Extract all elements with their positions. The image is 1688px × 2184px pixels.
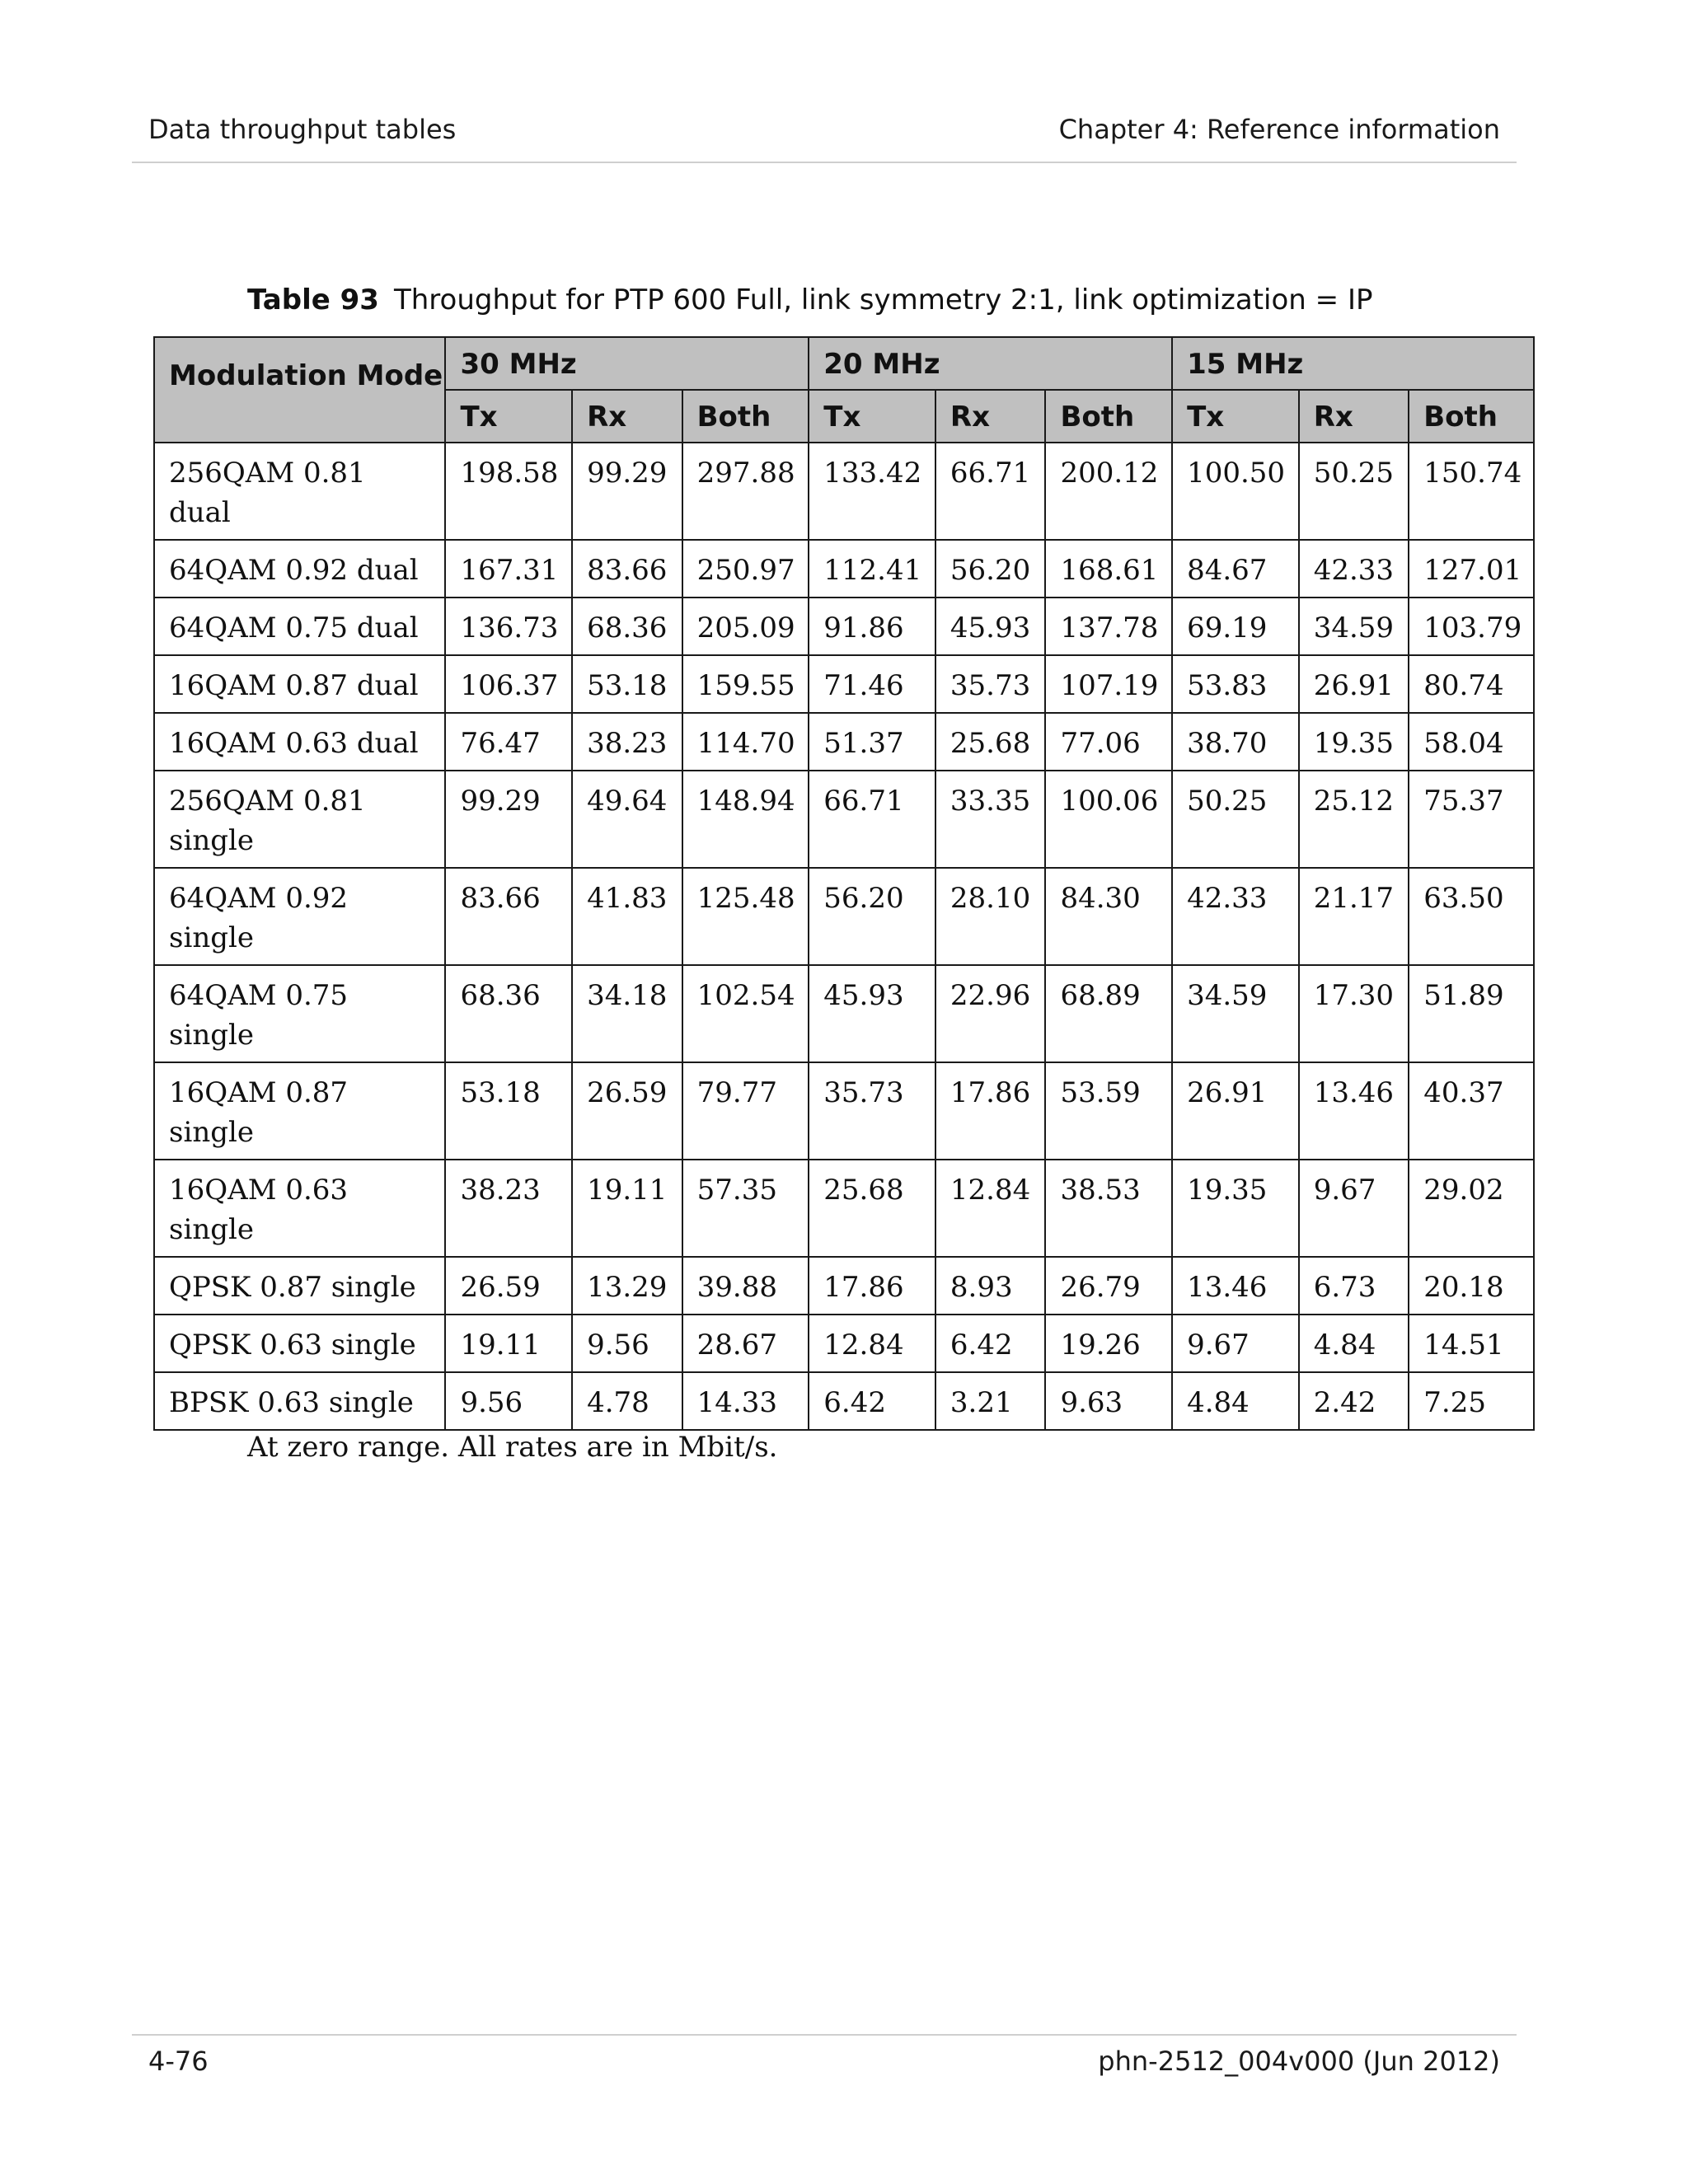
throughput-cell: 34.59	[1172, 965, 1299, 1062]
modulation-mode-cell: 64QAM 0.92 single	[154, 868, 445, 965]
throughput-cell: 34.18	[572, 965, 682, 1062]
header-chapter-title: Chapter 4: Reference information	[1058, 114, 1500, 145]
throughput-cell: 35.73	[935, 655, 1046, 713]
throughput-cell: 25.12	[1299, 771, 1409, 868]
table-row	[154, 1372, 1534, 1430]
modulation-mode-cell: QPSK 0.87 single	[154, 1257, 445, 1315]
throughput-cell: 13.29	[572, 1257, 682, 1315]
throughput-cell: 91.86	[809, 598, 935, 655]
throughput-cell: 69.19	[1172, 598, 1299, 655]
throughput-cell: 6.73	[1299, 1257, 1409, 1315]
throughput-cell: 8.93	[935, 1257, 1046, 1315]
table-note: At zero range. All rates are in Mbit/s.	[247, 1431, 778, 1464]
throughput-cell: 9.56	[445, 1372, 572, 1430]
throughput-cell: 40.37	[1409, 1062, 1534, 1160]
throughput-cell: 53.59	[1045, 1062, 1172, 1160]
throughput-cell: 4.84	[1299, 1315, 1409, 1372]
table-caption-text: Throughput for PTP 600 Full, link symmetry 2:1, link optimization = IP	[393, 284, 1373, 316]
throughput-cell: 53.18	[445, 1062, 572, 1160]
throughput-cell: 42.33	[1299, 540, 1409, 598]
throughput-cell: 19.35	[1299, 713, 1409, 771]
throughput-cell: 7.25	[1409, 1372, 1534, 1430]
throughput-cell: 49.64	[572, 771, 682, 868]
throughput-cell: 38.23	[572, 713, 682, 771]
throughput-cell: 9.67	[1299, 1160, 1409, 1257]
throughput-cell: 198.58	[445, 443, 572, 540]
modulation-mode-cell: 256QAM 0.81 dual	[154, 443, 445, 540]
page-number: 4-76	[148, 2046, 209, 2077]
document-id: phn-2512_004v000 (Jun 2012)	[1098, 2046, 1500, 2077]
throughput-cell: 137.78	[1045, 598, 1172, 655]
throughput-cell: 136.73	[445, 598, 572, 655]
throughput-cell: 3.21	[935, 1372, 1046, 1430]
table-row	[154, 1062, 1534, 1160]
column-group-header: 20 MHz	[809, 337, 1172, 390]
throughput-cell: 26.91	[1299, 655, 1409, 713]
throughput-cell: 77.06	[1045, 713, 1172, 771]
table-row	[154, 771, 1534, 868]
throughput-cell: 38.70	[1172, 713, 1299, 771]
throughput-cell: 150.74	[1409, 443, 1534, 540]
table-row	[154, 1315, 1534, 1372]
throughput-cell: 102.54	[682, 965, 809, 1062]
column-header: Rx	[1299, 390, 1409, 443]
throughput-cell: 75.37	[1409, 771, 1534, 868]
throughput-cell: 56.20	[935, 540, 1046, 598]
column-header: Rx	[572, 390, 682, 443]
throughput-cell: 168.61	[1045, 540, 1172, 598]
throughput-cell: 19.26	[1045, 1315, 1172, 1372]
throughput-cell: 26.59	[445, 1257, 572, 1315]
throughput-cell: 6.42	[935, 1315, 1046, 1372]
column-header: Tx	[809, 390, 935, 443]
throughput-cell: 26.59	[572, 1062, 682, 1160]
throughput-cell: 57.35	[682, 1160, 809, 1257]
throughput-cell: 12.84	[809, 1315, 935, 1372]
throughput-cell: 107.19	[1045, 655, 1172, 713]
throughput-cell: 80.74	[1409, 655, 1534, 713]
throughput-cell: 35.73	[809, 1062, 935, 1160]
throughput-cell: 45.93	[935, 598, 1046, 655]
throughput-cell: 114.70	[682, 713, 809, 771]
throughput-cell: 14.33	[682, 1372, 809, 1430]
column-header: Tx	[445, 390, 572, 443]
table-row	[154, 1160, 1534, 1257]
throughput-cell: 17.30	[1299, 965, 1409, 1062]
throughput-cell: 100.06	[1045, 771, 1172, 868]
throughput-cell: 25.68	[935, 713, 1046, 771]
throughput-cell: 100.50	[1172, 443, 1299, 540]
throughput-cell: 68.89	[1045, 965, 1172, 1062]
throughput-cell: 68.36	[445, 965, 572, 1062]
column-header: Both	[682, 390, 809, 443]
modulation-mode-cell: 256QAM 0.81 single	[154, 771, 445, 868]
table-header	[154, 337, 1534, 443]
throughput-cell: 38.23	[445, 1160, 572, 1257]
throughput-cell: 103.79	[1409, 598, 1534, 655]
table-row	[154, 443, 1534, 540]
column-group-header: 15 MHz	[1172, 337, 1534, 390]
table-caption-label: Table 93	[247, 284, 379, 316]
throughput-cell: 20.18	[1409, 1257, 1534, 1315]
header-section-title: Data throughput tables	[148, 114, 457, 145]
throughput-cell: 42.33	[1172, 868, 1299, 965]
throughput-cell: 21.17	[1299, 868, 1409, 965]
throughput-table	[153, 336, 1535, 1431]
footer-divider	[132, 2034, 1517, 2036]
throughput-cell: 63.50	[1409, 868, 1534, 965]
throughput-cell: 38.53	[1045, 1160, 1172, 1257]
throughput-cell: 51.89	[1409, 965, 1534, 1062]
table-row	[154, 713, 1534, 771]
throughput-cell: 205.09	[682, 598, 809, 655]
throughput-cell: 66.71	[809, 771, 935, 868]
column-header: Both	[1409, 390, 1534, 443]
modulation-mode-cell: 16QAM 0.87 dual	[154, 655, 445, 713]
throughput-cell: 34.59	[1299, 598, 1409, 655]
table-header-row-groups	[154, 337, 1534, 390]
throughput-cell: 2.42	[1299, 1372, 1409, 1430]
throughput-cell: 19.11	[445, 1315, 572, 1372]
throughput-cell: 41.83	[572, 868, 682, 965]
throughput-cell: 83.66	[445, 868, 572, 965]
throughput-cell: 13.46	[1299, 1062, 1409, 1160]
page-header	[132, 114, 1517, 152]
column-header-modulation-mode: Modulation Mode	[154, 337, 445, 443]
modulation-mode-cell: 16QAM 0.63 dual	[154, 713, 445, 771]
table-body	[154, 443, 1534, 1430]
throughput-cell: 33.35	[935, 771, 1046, 868]
throughput-cell: 17.86	[809, 1257, 935, 1315]
throughput-cell: 53.18	[572, 655, 682, 713]
column-header: Both	[1045, 390, 1172, 443]
header-divider	[132, 162, 1517, 163]
throughput-cell: 26.91	[1172, 1062, 1299, 1160]
throughput-cell: 297.88	[682, 443, 809, 540]
throughput-cell: 9.67	[1172, 1315, 1299, 1372]
throughput-cell: 56.20	[809, 868, 935, 965]
throughput-cell: 51.37	[809, 713, 935, 771]
modulation-mode-cell: QPSK 0.63 single	[154, 1315, 445, 1372]
throughput-cell: 148.94	[682, 771, 809, 868]
column-header: Tx	[1172, 390, 1299, 443]
throughput-cell: 39.88	[682, 1257, 809, 1315]
throughput-cell: 26.79	[1045, 1257, 1172, 1315]
table-row	[154, 655, 1534, 713]
modulation-mode-cell: 64QAM 0.75 single	[154, 965, 445, 1062]
throughput-cell: 19.11	[572, 1160, 682, 1257]
throughput-cell: 53.83	[1172, 655, 1299, 713]
throughput-cell: 83.66	[572, 540, 682, 598]
throughput-cell: 106.37	[445, 655, 572, 713]
throughput-cell: 4.84	[1172, 1372, 1299, 1430]
modulation-mode-cell: 16QAM 0.87 single	[154, 1062, 445, 1160]
table-row	[154, 598, 1534, 655]
throughput-cell: 76.47	[445, 713, 572, 771]
throughput-cell: 4.78	[572, 1372, 682, 1430]
throughput-cell: 68.36	[572, 598, 682, 655]
throughput-cell: 66.71	[935, 443, 1046, 540]
throughput-cell: 250.97	[682, 540, 809, 598]
column-header: Rx	[935, 390, 1046, 443]
throughput-cell: 50.25	[1299, 443, 1409, 540]
throughput-cell: 99.29	[445, 771, 572, 868]
throughput-cell: 19.35	[1172, 1160, 1299, 1257]
throughput-cell: 14.51	[1409, 1315, 1534, 1372]
table-row	[154, 540, 1534, 598]
throughput-cell: 167.31	[445, 540, 572, 598]
throughput-cell: 133.42	[809, 443, 935, 540]
throughput-cell: 200.12	[1045, 443, 1172, 540]
table-row	[154, 965, 1534, 1062]
throughput-cell: 13.46	[1172, 1257, 1299, 1315]
throughput-cell: 17.86	[935, 1062, 1046, 1160]
throughput-cell: 159.55	[682, 655, 809, 713]
throughput-cell: 125.48	[682, 868, 809, 965]
throughput-cell: 9.56	[572, 1315, 682, 1372]
throughput-cell: 71.46	[809, 655, 935, 713]
throughput-cell: 99.29	[572, 443, 682, 540]
throughput-cell: 12.84	[935, 1160, 1046, 1257]
throughput-cell: 127.01	[1409, 540, 1534, 598]
throughput-cell: 84.67	[1172, 540, 1299, 598]
throughput-cell: 45.93	[809, 965, 935, 1062]
modulation-mode-cell: 64QAM 0.92 dual	[154, 540, 445, 598]
throughput-cell: 50.25	[1172, 771, 1299, 868]
table-caption	[247, 284, 1372, 316]
throughput-cell: 22.96	[935, 965, 1046, 1062]
column-group-header: 30 MHz	[445, 337, 809, 390]
throughput-cell: 28.10	[935, 868, 1046, 965]
throughput-cell: 79.77	[682, 1062, 809, 1160]
throughput-cell: 29.02	[1409, 1160, 1534, 1257]
throughput-cell: 6.42	[809, 1372, 935, 1430]
throughput-cell: 9.63	[1045, 1372, 1172, 1430]
modulation-mode-cell: 16QAM 0.63 single	[154, 1160, 445, 1257]
table-row	[154, 868, 1534, 965]
throughput-cell: 25.68	[809, 1160, 935, 1257]
throughput-cell: 84.30	[1045, 868, 1172, 965]
throughput-cell: 112.41	[809, 540, 935, 598]
throughput-cell: 58.04	[1409, 713, 1534, 771]
modulation-mode-cell: 64QAM 0.75 dual	[154, 598, 445, 655]
table-row	[154, 1257, 1534, 1315]
modulation-mode-cell: BPSK 0.63 single	[154, 1372, 445, 1430]
throughput-cell: 28.67	[682, 1315, 809, 1372]
